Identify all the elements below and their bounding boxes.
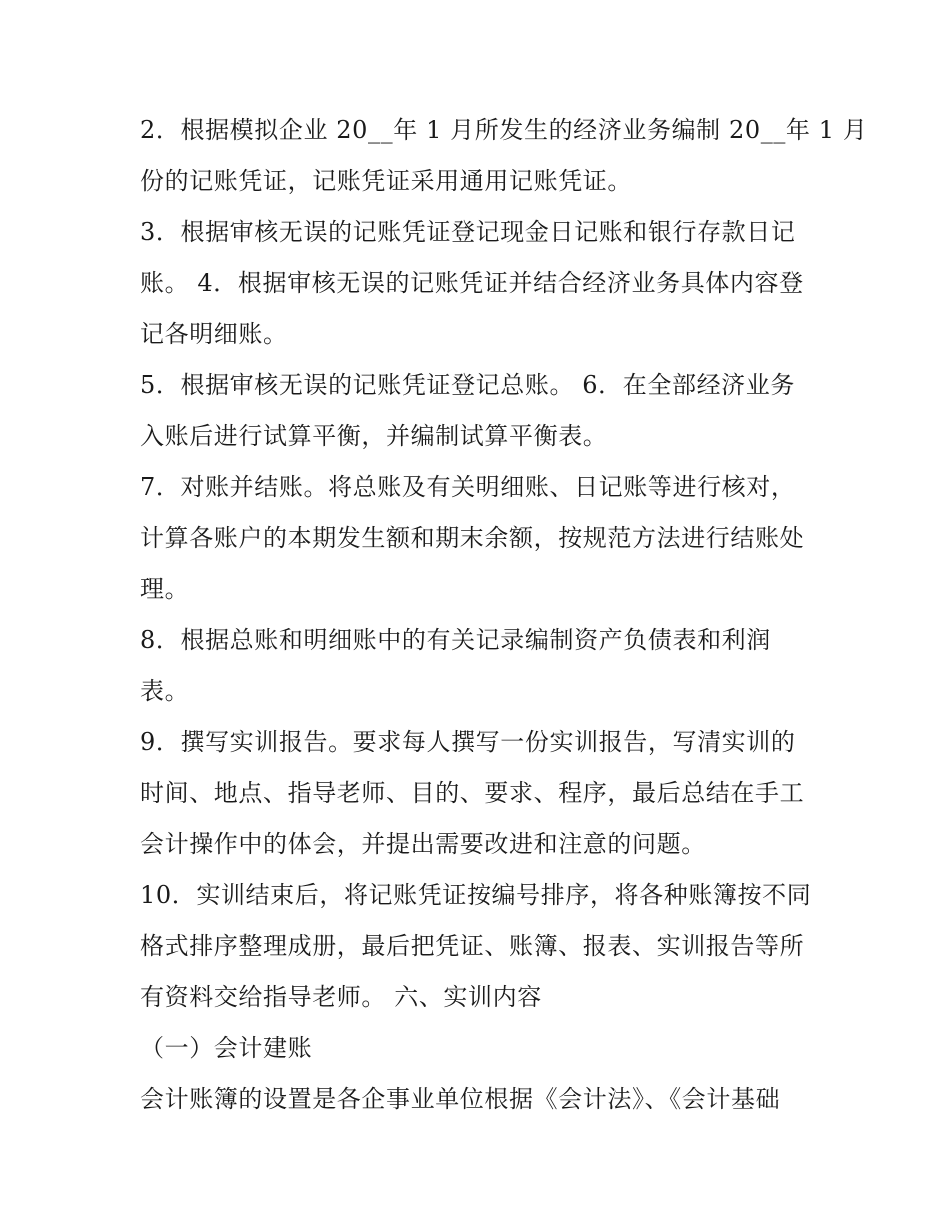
section-heading: （一）会计建账 [140, 1034, 313, 1062]
text-line: 会计账簿的设置是各企事业单位根据《会计法》、《会计基础 [140, 1085, 781, 1113]
text-line: 格式排序整理成册，最后把凭证、账簿、报表、实训报告等所 [140, 932, 805, 960]
text-line: 7．对账并结账。将总账及有关明细账、日记账等进行核对， [140, 473, 796, 501]
text-line: 入账后进行试算平衡，并编制试算平衡表。 [140, 422, 608, 450]
text-line: 计算各账户的本期发生额和期末余额，按规范方法进行结账处 [140, 524, 805, 552]
text-line: 账。 4．根据审核无误的记账凭证并结合经济业务具体内容登 [140, 269, 804, 297]
text-line: 记各明细账。 [140, 320, 288, 348]
text-line: 3．根据审核无误的记账凭证登记现金日记账和银行存款日记 [140, 218, 796, 246]
text-line: 2．根据模拟企业 20__年 1 月所发生的经济业务编制 20__年 1 月 [140, 116, 868, 144]
text-line: 有资料交给指导老师。 六、实训内容 [140, 983, 542, 1011]
text-line: 份的记账凭证，记账凭证采用通用记账凭证。 [140, 167, 632, 195]
text-line: 10．实训结束后，将记账凭证按编号排序，将各种账簿按不同 [140, 881, 812, 909]
text-line: 理。 [140, 575, 190, 603]
text-line: 会计操作中的体会，并提出需要改进和注意的问题。 [140, 830, 706, 858]
text-line: 时间、地点、指导老师、目的、要求、程序，最后总结在手工 [140, 779, 805, 807]
text-line: 8．根据总账和明细账中的有关记录编制资产负债表和利润 [140, 626, 771, 654]
text-line: 9．撰写实训报告。要求每人撰写一份实训报告，写清实训的 [140, 728, 796, 756]
text-line: 表。 [140, 677, 190, 705]
text-line: 5．根据审核无误的记账凭证登记总账。 6．在全部经济业务 [140, 371, 795, 399]
